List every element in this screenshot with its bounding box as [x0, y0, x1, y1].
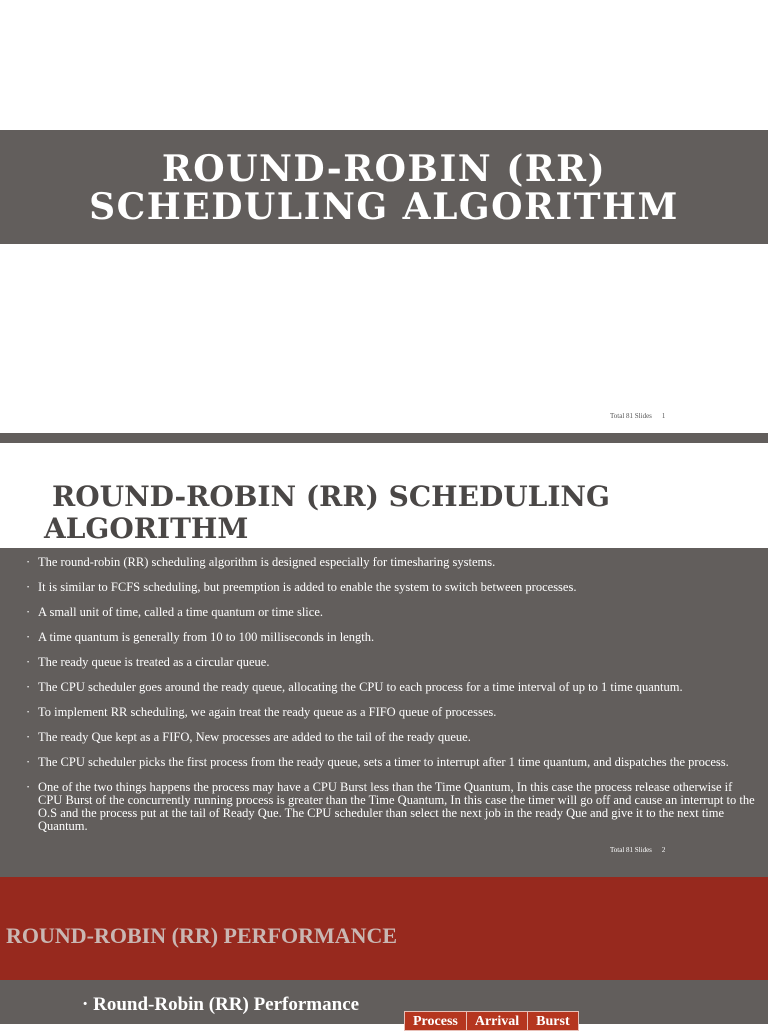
bullet-item: · The round-robin (RR) scheduling algorithm is designed especially for timesharing systems. [24, 556, 758, 569]
slide-1-title-line-2: SCHEDULING ALGORITHM [89, 186, 679, 228]
column-header-arrival: Arrival [466, 1012, 527, 1031]
slide-1-title [0, 150, 768, 226]
slide-count: Total 81 Slides [610, 412, 652, 420]
bullet-item: · The ready Que kept as a FIFO, New processes are added to the tail of the ready queue. [24, 731, 758, 744]
bullet-item: · One of the two things happens the process may have a CPU Burst less than the Time Quantum, In this case the process release otherwise if CPU Burst of the concurrently running process is greater than the Time Quantum, In this case the timer will go off and cause an interrupt to the O.S and the process put at the tail of Ready Que. The CPU scheduler than select the next job in the ready Que and give it to the next time Quantum. [24, 781, 758, 833]
bullet-item: · A time quantum is generally from 10 to 100 milliseconds in length. [24, 631, 758, 644]
column-header-process: Process [405, 1012, 467, 1031]
slide-2-footer [610, 846, 665, 854]
slide-2-content [0, 548, 768, 877]
table-header-row [405, 1012, 579, 1031]
page-number: 1 [661, 412, 666, 420]
slide-1-title-line-1: ROUND-ROBIN (RR) [161, 148, 607, 190]
bullet-item: · A small unit of time, called a time quantum or time slice. [24, 606, 758, 619]
bullet-item: · The CPU scheduler picks the first process from the ready queue, sets a timer to interrupt after 1 time quantum, and dispatches the process. [24, 756, 758, 769]
bullet-item: · It is similar to FCFS scheduling, but preemption is added to enable the system to switch between processes. [24, 581, 758, 594]
bullet-list [24, 556, 758, 845]
bullet-item: · The CPU scheduler goes around the ready queue, allocating the CPU to each process for a time interval of up to 1 time quantum. [24, 681, 758, 694]
slide-3-bullet: · Round-Robin (RR) Performance [82, 994, 360, 1015]
slide-1 [0, 0, 768, 433]
slide-3-title: ROUND-ROBIN (RR) PERFORMANCE [6, 923, 398, 948]
slide-2-title-line-2: ALGORITHM [44, 512, 249, 545]
slide-2-title [44, 481, 744, 545]
slide-3-bullet-text: Round-Robin (RR) Performance [93, 994, 360, 1015]
slide-2-title-line-1: ROUND-ROBIN (RR) SCHEDULING [52, 480, 610, 513]
process-table [404, 1011, 579, 1031]
column-header-burst: Burst [528, 1012, 578, 1031]
slide-1-footer [610, 412, 665, 420]
bullet-item: · The ready queue is treated as a circular queue. [24, 656, 758, 669]
slide-divider [0, 433, 768, 443]
slide-3-content [0, 980, 768, 1029]
slide-3-header [0, 877, 768, 980]
slide-2 [0, 443, 768, 877]
bullet-item: · To implement RR scheduling, we again treat the ready queue as a FIFO queue of processes. [24, 706, 758, 719]
page-number: 2 [661, 846, 666, 854]
slide-count: Total 81 Slides [610, 846, 652, 854]
